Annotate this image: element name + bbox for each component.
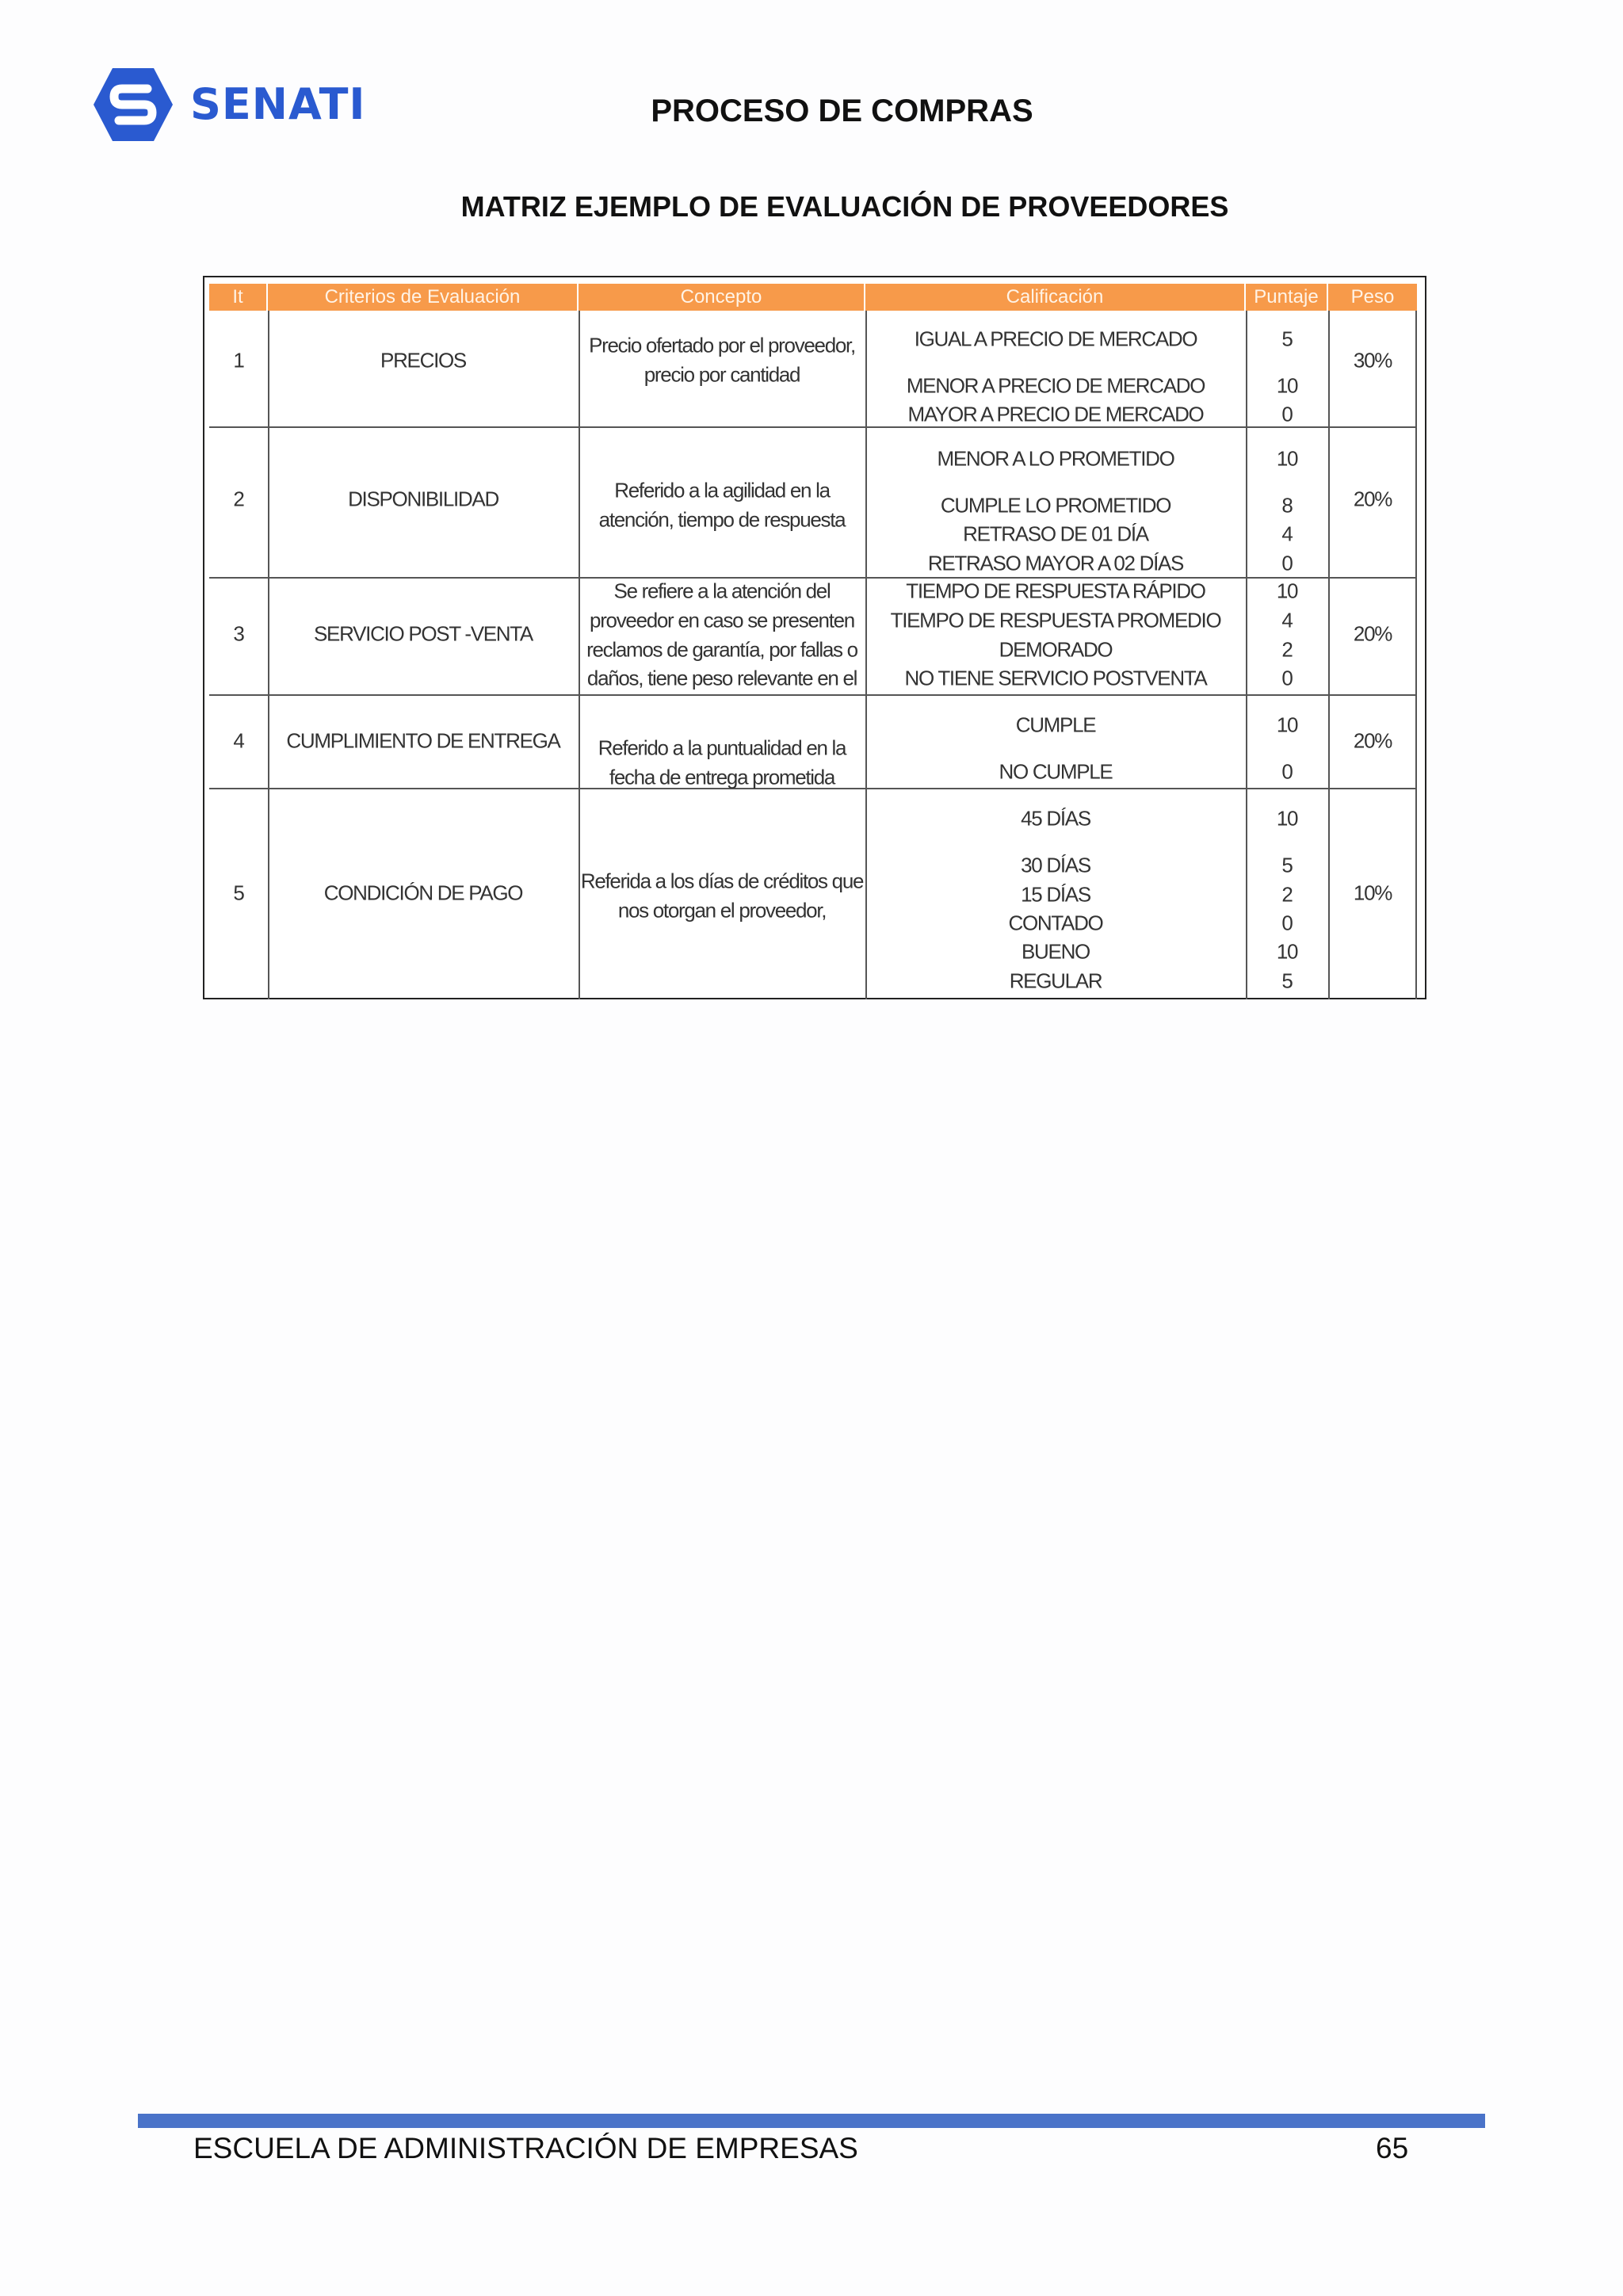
- section-title: MATRIZ EJEMPLO DE EVALUACIÓN DE PROVEEDORES: [460, 190, 1229, 223]
- row-criterio: SERVICIO POST -VENTA: [314, 621, 533, 646]
- row-criterio: CUMPLIMIENTO DE ENTREGA: [286, 728, 560, 753]
- row-calificacion: MAYOR A PRECIO DE MERCADO: [907, 402, 1204, 426]
- evaluation-table: [209, 284, 1417, 999]
- row-peso: 10%: [1353, 881, 1392, 905]
- logo-text: SENATI: [190, 79, 366, 129]
- row-concepto-line: atención, tiempo de respuesta: [598, 507, 846, 532]
- table-column-divider: [865, 311, 867, 999]
- row-calificacion: NO TIENE SERVICIO POSTVENTA: [904, 666, 1207, 690]
- row-concepto-line: Referido a la agilidad en la: [614, 478, 830, 502]
- row-calificacion: CUMPLE: [1015, 712, 1096, 737]
- table-column-divider: [1328, 311, 1330, 999]
- header-concepto: Concepto: [579, 284, 865, 311]
- row-concepto-line: Precio ofertado por el proveedor,: [589, 333, 855, 357]
- row-calificacion: CONTADO: [1008, 911, 1103, 935]
- row-it: 3: [233, 621, 244, 646]
- row-concepto-line: Referida a los días de créditos que: [580, 869, 864, 893]
- evaluation-table-image: [203, 276, 1426, 999]
- row-concepto-line: precio por cantidad: [643, 362, 800, 387]
- row-calificacion: MENOR A PRECIO DE MERCADO: [906, 373, 1205, 398]
- header-calificacion: Calificación: [865, 284, 1246, 311]
- row-peso: 20%: [1353, 728, 1392, 753]
- row-puntaje: 5: [1281, 853, 1293, 877]
- row-calificacion: IGUAL A PRECIO DE MERCADO: [914, 327, 1197, 351]
- row-calificacion: RETRASO MAYOR A 02 DÍAS: [927, 551, 1184, 575]
- table-column-divider: [579, 311, 580, 999]
- row-calificacion: TIEMPO DE RESPUESTA PROMEDIO: [890, 608, 1221, 632]
- row-calificacion: REGULAR: [1009, 968, 1102, 993]
- row-concepto-line: reclamos de garantía, por fallas o: [586, 637, 857, 662]
- row-puntaje: 0: [1281, 402, 1293, 426]
- header-it: It: [209, 284, 268, 311]
- row-puntaje: 0: [1281, 911, 1293, 935]
- row-criterio: CONDICIÓN DE PAGO: [323, 881, 523, 905]
- row-it: 2: [233, 487, 244, 511]
- row-puntaje: 8: [1281, 493, 1293, 518]
- row-calificacion: TIEMPO DE RESPUESTA RÁPIDO: [906, 579, 1205, 603]
- row-puntaje: 0: [1281, 551, 1293, 575]
- row-concepto-line: daños, tiene peso relevante en el: [586, 666, 857, 690]
- row-puntaje: 5: [1281, 968, 1293, 993]
- row-calificacion: DEMORADO: [999, 637, 1113, 662]
- row-calificacion: MENOR A LO PROMETIDO: [937, 446, 1174, 471]
- header-puntaje: Puntaje: [1246, 284, 1328, 311]
- row-puntaje: 5: [1281, 327, 1293, 351]
- row-peso: 20%: [1353, 487, 1392, 511]
- row-calificacion: BUENO: [1022, 939, 1090, 964]
- footer-bar: [138, 2114, 1485, 2128]
- row-puntaje: 0: [1281, 666, 1293, 690]
- row-criterio: PRECIOS: [380, 348, 466, 372]
- row-concepto-line: Referido a la puntualidad en la: [598, 735, 846, 760]
- table-row-divider: [209, 694, 1417, 696]
- row-concepto-line: nos otorgan el proveedor,: [617, 898, 827, 923]
- row-criterio: DISPONIBILIDAD: [348, 487, 498, 511]
- footer-school: ESCUELA DE ADMINISTRACIÓN DE EMPRESAS: [193, 2132, 858, 2164]
- row-it: 5: [233, 881, 244, 905]
- row-calificacion: RETRASO DE 01 DÍA: [963, 521, 1148, 546]
- row-peso: 20%: [1353, 621, 1392, 646]
- row-concepto-line: proveedor en caso se presenten: [590, 608, 854, 632]
- row-puntaje: 10: [1276, 939, 1298, 964]
- table-column-divider: [1246, 311, 1247, 999]
- row-calificacion: 30 DÍAS: [1021, 853, 1090, 877]
- row-puntaje: 10: [1276, 446, 1298, 471]
- page-number: 65: [1376, 2132, 1409, 2164]
- row-puntaje: 10: [1276, 579, 1298, 603]
- row-puntaje: 0: [1281, 759, 1293, 784]
- page-title: PROCESO DE COMPRAS: [651, 94, 1033, 128]
- row-calificacion: 45 DÍAS: [1021, 806, 1090, 831]
- row-puntaje: 4: [1281, 521, 1293, 546]
- table-column-divider: [1415, 311, 1417, 999]
- row-concepto-line: Se refiere a la atención del: [613, 579, 831, 603]
- row-puntaje: 10: [1276, 712, 1298, 737]
- row-it: 1: [233, 348, 244, 372]
- row-puntaje: 10: [1276, 373, 1298, 398]
- header-criterio: Criterios de Evaluación: [268, 284, 579, 311]
- row-peso: 30%: [1353, 348, 1392, 372]
- row-it: 4: [233, 728, 244, 753]
- table-column-divider: [268, 311, 269, 999]
- row-puntaje: 4: [1281, 608, 1293, 632]
- row-calificacion: NO CUMPLE: [999, 759, 1113, 784]
- row-concepto-line: fecha de entrega prometida: [609, 765, 835, 789]
- row-puntaje: 2: [1281, 882, 1293, 907]
- row-calificacion: 15 DÍAS: [1021, 882, 1090, 907]
- row-calificacion: CUMPLE LO PROMETIDO: [940, 493, 1171, 518]
- header-peso: Peso: [1328, 284, 1417, 311]
- row-puntaje: 10: [1276, 806, 1298, 831]
- row-puntaje: 2: [1281, 637, 1293, 662]
- table-row-divider: [209, 426, 1417, 428]
